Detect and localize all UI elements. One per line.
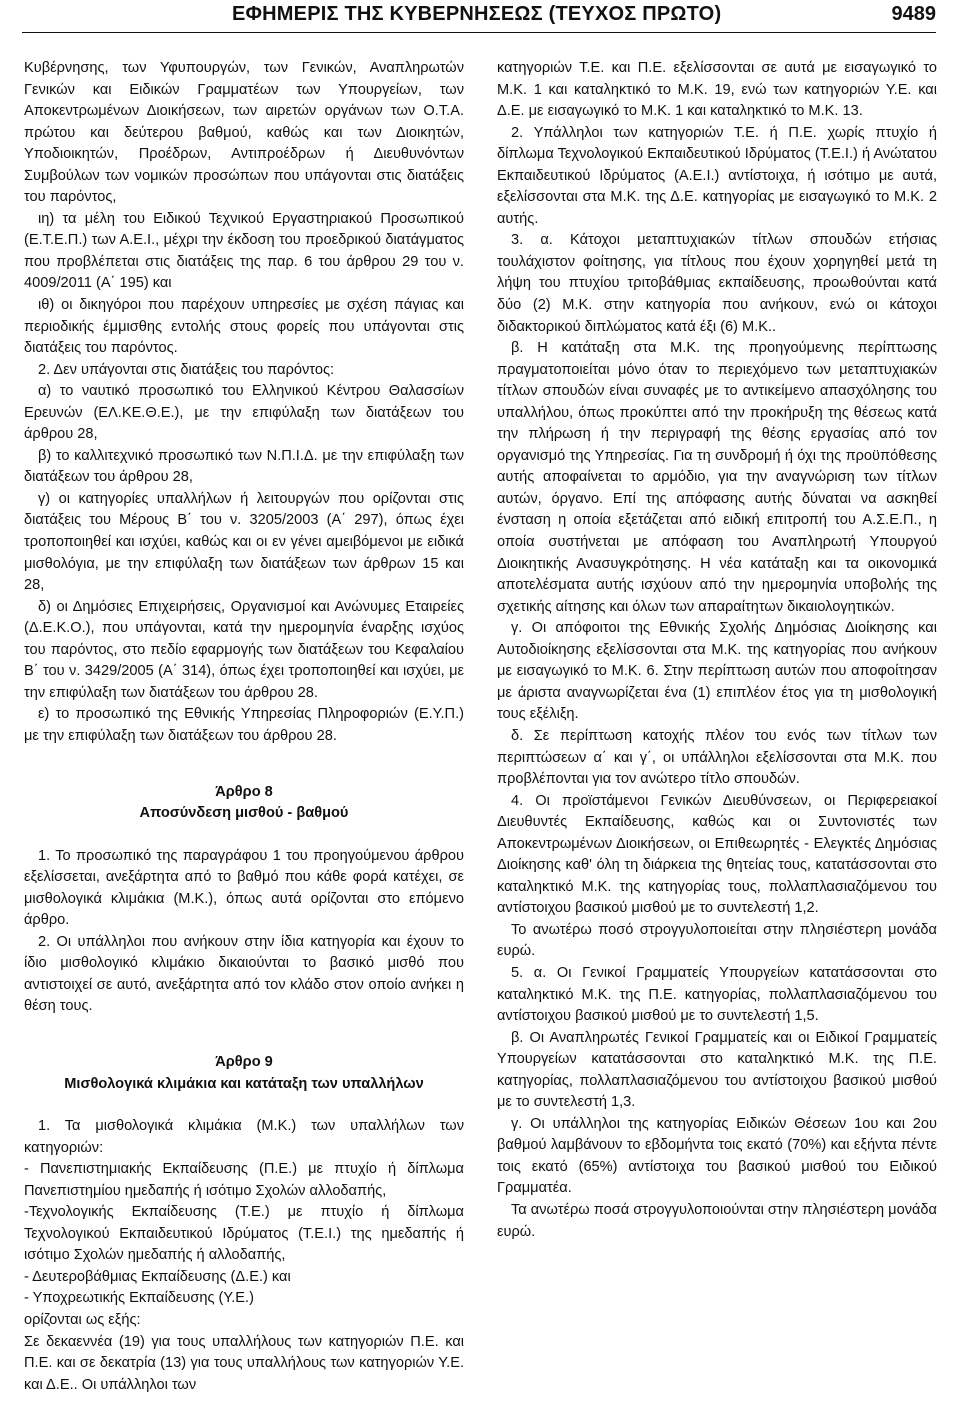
paragraph: γ. Οι απόφοιτοι της Εθνικής Σχολής Δημόσιας Διοίκησης και Αυτοδιοίκησης εξελίσσονται στα Μ.Κ. της κατηγορίας που ανήκουν με εισαγωγικό το Μ.Κ. 6. Στην περίπτωση αυτών που αποφοίτησαν με άριστα αναγνωρίζεται ένα (1) επιπλέον έτος για τη μισθολογική τους εξέλιξη. <box>497 620 937 723</box>
paragraph: - Δευτεροβάθμιας Εκπαίδευσης (Δ.Ε.) και <box>24 1268 291 1285</box>
right-column <box>497 58 937 1243</box>
paragraph: 4. Οι προϊστάμενοι Γενικών Διευθύνσεων, οι Περιφερειακοί Διευθυντές Εκπαίδευσης, καθώς και οι Συντονιστές των Αποκεντρωμένων Διοικήσεων, οι Επιθεωρητές - Ελεγκτές Δημόσιας Διοίκησης καθ' όλη τη διάρκεια της θητείας τους, κατατάσσονται στο καταληκτικό Μ.Κ. της κατηγορίας τους, πολλαπλασιαζόμενου του αντίστοιχου βασικού μισθού με το συντελεστή 1,2. <box>497 792 937 917</box>
paragraph: 2. Οι υπάλληλοι που ανήκουν στην ίδια κατηγορία και έχουν το ίδιο μισθολογικό κλιμάκιο δικαιούνται το βασικό μισθό που αντιστοιχεί σε αυτό, ανεξάρτητα από τον κλάδο στον οποίο ανήκει η θέση τους. <box>24 933 464 1015</box>
spacer <box>24 1018 464 1052</box>
paragraph: Τα ανωτέρω ποσά στρογγυλοποιούνται στην πλησιέστερη μονάδα ευρώ. <box>497 1201 937 1240</box>
paragraph: δ) οι Δημόσιες Επιχειρήσεις, Οργανισμοί και Ανώνυμες Εταιρείες (Δ.Ε.Κ.Ο.), που υπάγονται, κατά την ημερομηνία έναρξης ισχύος του παρόντος, στο πεδίο εφαρμογής των διατάξεων του Κεφαλαίου Β΄ του ν. 3429/2005 (Α΄ 314), όπως έχει τροποποιηθεί και ισχύει, με την επιφύλαξη των διατάξεων του άρθρου 28. <box>24 598 464 701</box>
paragraph: ε) το προσωπικό της Εθνικής Υπηρεσίας Πληροφοριών (Ε.Υ.Π.) με την επιφύλαξη των διατάξεων του άρθρου 28. <box>24 706 464 744</box>
paragraph: Σε δεκαεννέα (19) για τους υπαλλήλους των κατηγοριών Π.Ε. και Π.Ε. και σε δεκατρία (13) για τους υπαλλήλους των κατηγοριών Υ.Ε. και Δ.Ε.. Οι υπάλληλοι των <box>24 1333 464 1393</box>
paragraph: γ) οι κατηγορίες υπαλλήλων ή λειτουργών που ορίζονται στις διατάξεις του Μέρους Β΄ του ν. 3205/2003 (Α΄ 297), όπως έχει τροποποιηθεί και ισχύει, καθώς και οι εν γένει αμειβόμενοι με ειδικά μισθολόγια, με την επιφύλαξη των διατάξεων των άρθρων 15 και 28, <box>24 490 464 594</box>
article-8-heading: Άρθρο 8 <box>215 783 273 800</box>
paragraph: ιη) τα μέλη του Ειδικού Τεχνικού Εργαστηριακού Προσωπικού (Ε.Τ.Ε.Π.) των Α.Ε.Ι., μέχρι την έκδοση του προεδρικού διατάγματος που προβλέπεται στις διατάξεις της παρ. 6 του άρθρου 29 του ν. 4009/2011 (Α΄ 195) και <box>24 210 464 292</box>
article-9-heading: Άρθρο 9 <box>215 1053 273 1070</box>
paragraph: κατηγοριών Τ.Ε. και Π.Ε. εξελίσσονται σε αυτά με εισαγωγικό το Μ.Κ. 1 και καταληκτικό το Μ.Κ. 19, ενώ των κατηγοριών Υ.Ε. και Δ.Ε. με εισαγωγικό το Μ.Κ. 1 και καταληκτικό το Μ.Κ. 13. <box>497 60 937 120</box>
spacer <box>24 748 464 782</box>
paragraph: ορίζονται ως εξής: <box>24 1311 141 1328</box>
paragraph: 2. Δεν υπάγονται στις διατάξεις του παρόντος: <box>38 361 335 378</box>
paragraph: γ. Οι υπάλληλοι της κατηγορίας Ειδικών Θέσεων 1ου και 2ου βαθμού λαμβάνουν το εβδομήντα τοις εκατό (70%) και εξήντα πέντε τοις εκατό (65%) αντίστοιχα του βασικού μισθού του Ειδικού Γραμματέα. <box>497 1115 937 1197</box>
paragraph: -Τεχνολογικής Εκπαίδευσης (Τ.Ε.) με πτυχίο ή δίπλωμα Τεχνολογικού Εκπαιδευτικού Ιδρύματος (Τ.Ε.Ι.) της ημεδαπής ή ισότιμο Σχολών ημεδαπής ή αλλοδαπής, <box>24 1204 464 1264</box>
paragraph: 2. Υπάλληλοι των κατηγοριών Τ.Ε. ή Π.Ε. χωρίς πτυχίο ή δίπλωμα Τεχνολογικού Εκπαιδευτικού Ιδρύματος (Τ.Ε.Ι.) ή Ανώτατου Εκπαιδευτικού Ιδρύματος (Α.Ε.Ι.) αντίστοιχα, ή ισότιμο με αυτά, εξελίσσονται στα Μ.Κ. της Δ.Ε. κατηγορίας με εισαγωγικό το Μ.Κ. 2 αυτής. <box>497 124 937 227</box>
page-number: 9489 <box>891 3 936 25</box>
paragraph: - Πανεπιστημιακής Εκπαίδευσης (Π.Ε.) με πτυχίο ή δίπλωμα Πανεπιστημίου ημεδαπής ή ισότιμο Σχολών αλλοδαπής, <box>24 1161 464 1199</box>
article-9-title: Μισθολογικά κλιμάκια και κατάταξη των υπαλλήλων <box>64 1075 424 1092</box>
paragraph: 3. α. Κάτοχοι μεταπτυχιακών τίτλων σπουδών ετήσιας τουλάχιστον φοίτησης, για τίτλους που έχουν χορηγηθεί μετά τη λήψη του πτυχίου τριτοβάθμιας εκπαίδευσης, προωθούνται κατά δύο (2) Μ.Κ. στην κατηγορία που ανήκουν, ενώ οι κάτοχοι διδακτορικού διπλώματος κατά έξι (6) Μ.Κ.. <box>497 232 937 335</box>
paragraph: β. Η κατάταξη στα Μ.Κ. της προηγούμενης περίπτωσης πραγματοποιείται μόνο όταν το περιεχόμενο των μεταπτυχιακών τίτλων σπουδών είναι συναφές με το αντικείμενο απασχόλησης του υπαλλήλου, όπως προκύπτει από την προκήρυξη της θέσεως κατά την πλήρωση ή την περιγραφή της θέσης εργασίας από τον οργανισμό της Υπηρεσίας. Για τη συνδρομή ή όχι της προϋπόθεσης αυτής αποφαίνεται το αρμόδιο, για την αναγνώριση των τίτλων αυτών, όργανο. Επί της απόφασης αυτής δύναται να ασκηθεί ένσταση η οποία εξετάζεται από ειδική επιτροπή του Α.Σ.Ε.Π., η οποία συστήνεται με απόφαση του Αναπληρωτή Υπουργού Διοικητικής Ανασυγκρότησης. Η νέα κατάταξη και τα οικονομικά αποτελέσματα αυτής ισχύουν από την ημερομηνία υποβολής της σχετικής αίτησης και όλων των απαραίτητων δικαιολογητικών. <box>497 340 937 615</box>
paragraph: Το ανωτέρω ποσό στρογγυλοποιείται στην πλησιέστερη μονάδα ευρώ. <box>497 921 937 960</box>
paragraph: β. Οι Αναπληρωτές Γενικοί Γραμματείς και οι Ειδικοί Γραμματείς Υπουργείων κατατάσσονται στο καταληκτικό Μ.Κ. της Π.Ε. κατηγορίας, πολλαπλασιαζόμενου του αντίστοιχου βασικού μισθού με το συντελεστή 1,3. <box>497 1029 937 1111</box>
paragraph: ιθ) οι δικηγόροι που παρέχουν υπηρεσίες με σχέση πάγιας και περιοδικής έμμισθης εντολής στους φορείς που υπάγονται στις διατάξεις του παρόντος. <box>24 297 464 357</box>
article-8-title: Αποσύνδεση μισθού - βαθμού <box>139 805 349 822</box>
paragraph: Κυβέρνησης, των Υφυπουργών, των Γενικών, Αναπληρωτών Γενικών και Ειδικών Γραμματέων των Υπουργείων, των Αποκεντρωμένων Διοικήσεων, των αιρετών οργάνων των Ο.Τ.Α. πρώτου και δεύτερου βαθμού, καθώς και των Διοικητών, Υποδιοικητών, Προέδρων, Αντιπροέδρων ή Διευθυνόντων Συμβούλων των νομικών προσώπων που υπάγονται στις διατάξεις του παρόντος, <box>24 60 464 206</box>
paragraph: 1. Τα μισθολογικά κλιμάκια (Μ.Κ.) των υπαλλήλων των κατηγοριών: <box>24 1118 464 1156</box>
paragraph: - Υποχρεωτικής Εκπαίδευσης (Υ.Ε.) <box>24 1290 254 1307</box>
paragraph: α) το ναυτικό προσωπικό του Ελληνικού Κέντρου Θαλασσίων Ερευνών (ΕΛ.ΚΕ.Θ.Ε.), με την επιφύλαξη των διατάξεων του άρθρου 28, <box>24 383 464 443</box>
paragraph: 5. α. Οι Γενικοί Γραμματείς Υπουργείων κατατάσσονται στο καταληκτικό Μ.Κ. της Π.Ε. κατηγορίας, πολλαπλασιαζόμενου του αντίστοιχου βασικού μισθού με το συντελεστή 1,5. <box>497 964 937 1025</box>
left-column <box>24 58 464 1396</box>
page-header <box>22 0 936 33</box>
paragraph: 1. Το προσωπικό της παραγράφου 1 του προηγούμενου άρθρου εξελίσσεται, ανεξάρτητα από το βαθμό που κάθε φορά κατέχει, σε μισθολογικά κλιμάκια (Μ.Κ.), όπως αυτά ορίζονται στο επόμενο άρθρο. <box>24 847 464 929</box>
paragraph: δ. Σε περίπτωση κατοχής πλέον του ενός των τίτλων των περιπτώσεων α΄ και γ΄, οι υπάλληλοι εξελίσσονται στα Μ.Κ. που προβλέπονται για τον ανώτερο τίτλο σπουδών. <box>497 727 937 788</box>
gazette-title: ΕΦΗΜΕΡΙΣ ΤΗΣ ΚΥΒΕΡΝΗΣΕΩΣ (ΤΕΥΧΟΣ ΠΡΩΤΟ) <box>232 3 722 25</box>
paragraph: β) το καλλιτεχνικό προσωπικό των Ν.Π.Ι.Δ. με την επιφύλαξη των διατάξεων του άρθρου 28, <box>24 447 464 486</box>
